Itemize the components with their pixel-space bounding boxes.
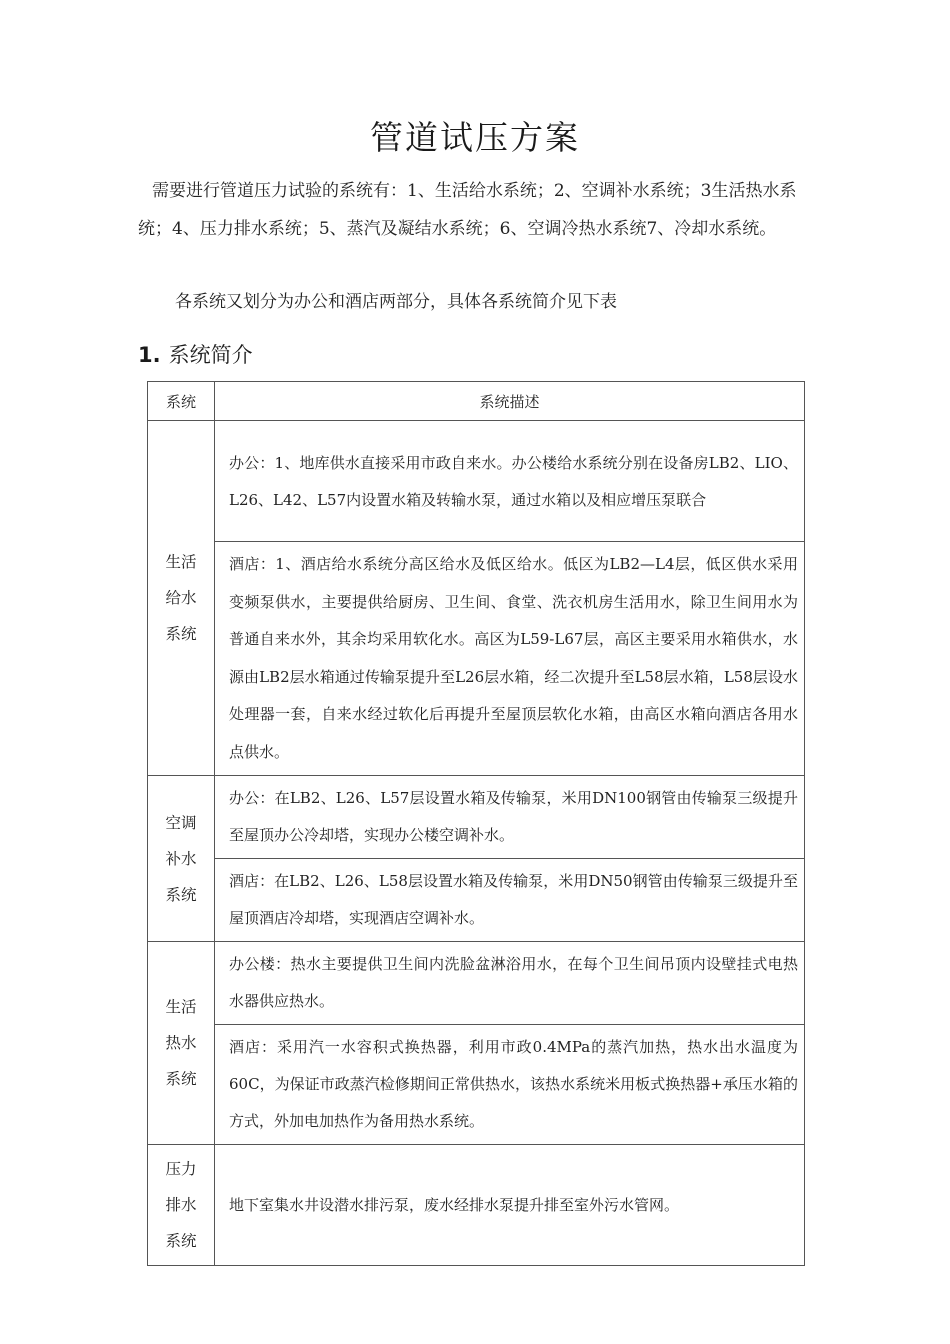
header-system: 系统 — [148, 382, 215, 421]
system-name-cell — [148, 942, 215, 1145]
office-description-text: 办公：1、地库供水直接采用市政自来水。办公楼给水系统分别在设备房LB2、LIO、L26、L42、L57内设置水箱及转输水泵，通过水箱以及相应增压泵联合 — [229, 454, 798, 509]
system-name-line: 系统 — [165, 625, 197, 643]
system-name-line: 排水 — [165, 1196, 197, 1214]
intro-paragraph-2: 各系统又划分为办公和酒店两部分，具体各系统简介见下表 — [175, 292, 617, 312]
system-name-line: 热水 — [165, 1034, 197, 1052]
table-row — [148, 942, 805, 1025]
system-name-line: 空调 — [165, 813, 197, 832]
system-name-cell — [148, 1145, 215, 1266]
system-name-line: 给水 — [165, 589, 197, 607]
system-name-line: 系统 — [165, 1232, 197, 1250]
table-row — [148, 542, 805, 776]
hotel-description: 酒店：在LB2、L26、L58层设置水箱及传输泵，米用DN50钢管由传输泵三级提升至屋顶酒店冷却塔，实现酒店空调补水。 — [215, 859, 805, 942]
section-number: 1. — [138, 343, 161, 367]
office-description: 办公楼：热水主要提供卫生间内洗脸盆淋浴用水，在每个卫生间吊顶内设壁挂式电热水器供应热水。 — [215, 942, 805, 1025]
header-description: 系统描述 — [215, 382, 805, 421]
office-description — [215, 421, 805, 542]
intro-paragraph: 需要进行管道压力试验的系统有：1、生活给水系统；2、空调补水系统；3生活热水系统；4、压力排水系统；5、蒸汽及凝结水系统；6、空调冷热水系统7、冷却水系统。 — [138, 181, 797, 239]
system-name-line: 系统 — [165, 1070, 197, 1088]
table-row — [148, 776, 805, 859]
office-description: 办公：在LB2、L26、L57层设置水箱及传输泵，米用DN100钢管由传输泵三级提升至屋顶办公冷却塔，实现办公楼空调补水。 — [215, 776, 805, 859]
system-name-cell — [148, 421, 215, 776]
systems-table — [147, 381, 805, 1266]
hotel-description: 酒店：采用汽一水容积式换热器，利用市政0.4MPa的蒸汽加热，热水出水温度为60C，为保证市政蒸汽检修期间正常供热水，该热水系统米用板式换热器+承压水箱的方式，外加电加热作为备用热水系统。 — [215, 1025, 805, 1145]
section-title: 系统简介 — [168, 343, 253, 367]
document-title: 管道试压方案 — [370, 118, 580, 157]
system-name-line: 生活 — [165, 553, 197, 571]
hotel-description: 酒店：1、酒店给水系统分高区给水及低区给水。低区为LB2—L4层，低区供水采用变频泵供水，主要提供给厨房、卫生间、食堂、洗衣机房生活用水，除卫生间用水为普通自来水外，其余均采用软化水。高区为L59-L67层，高区主要采用水箱供水，水源由LB2层水箱通过传输泵提升至L26层水箱，经二次提升至L58层水箱，L58层设水处理器一套，自来水经过软化后再提升至屋顶层软化水箱，由高区水箱向酒店各用水点供水。 — [215, 542, 805, 776]
system-name-cell — [148, 776, 215, 942]
section-heading — [138, 339, 253, 369]
system-name-line: 补水 — [165, 849, 197, 868]
table-row — [148, 1025, 805, 1145]
table-header-row — [148, 382, 805, 421]
drainage-description: 地下室集水井设潜水排污泵，废水经排水泵提升排至室外污水管网。 — [215, 1145, 805, 1266]
table-row — [148, 421, 805, 542]
system-name-line: 生活 — [165, 998, 197, 1016]
system-name-line: 压力 — [165, 1160, 197, 1178]
table-row — [148, 859, 805, 942]
system-name-line: 系统 — [165, 885, 197, 904]
table-row — [148, 1145, 805, 1266]
